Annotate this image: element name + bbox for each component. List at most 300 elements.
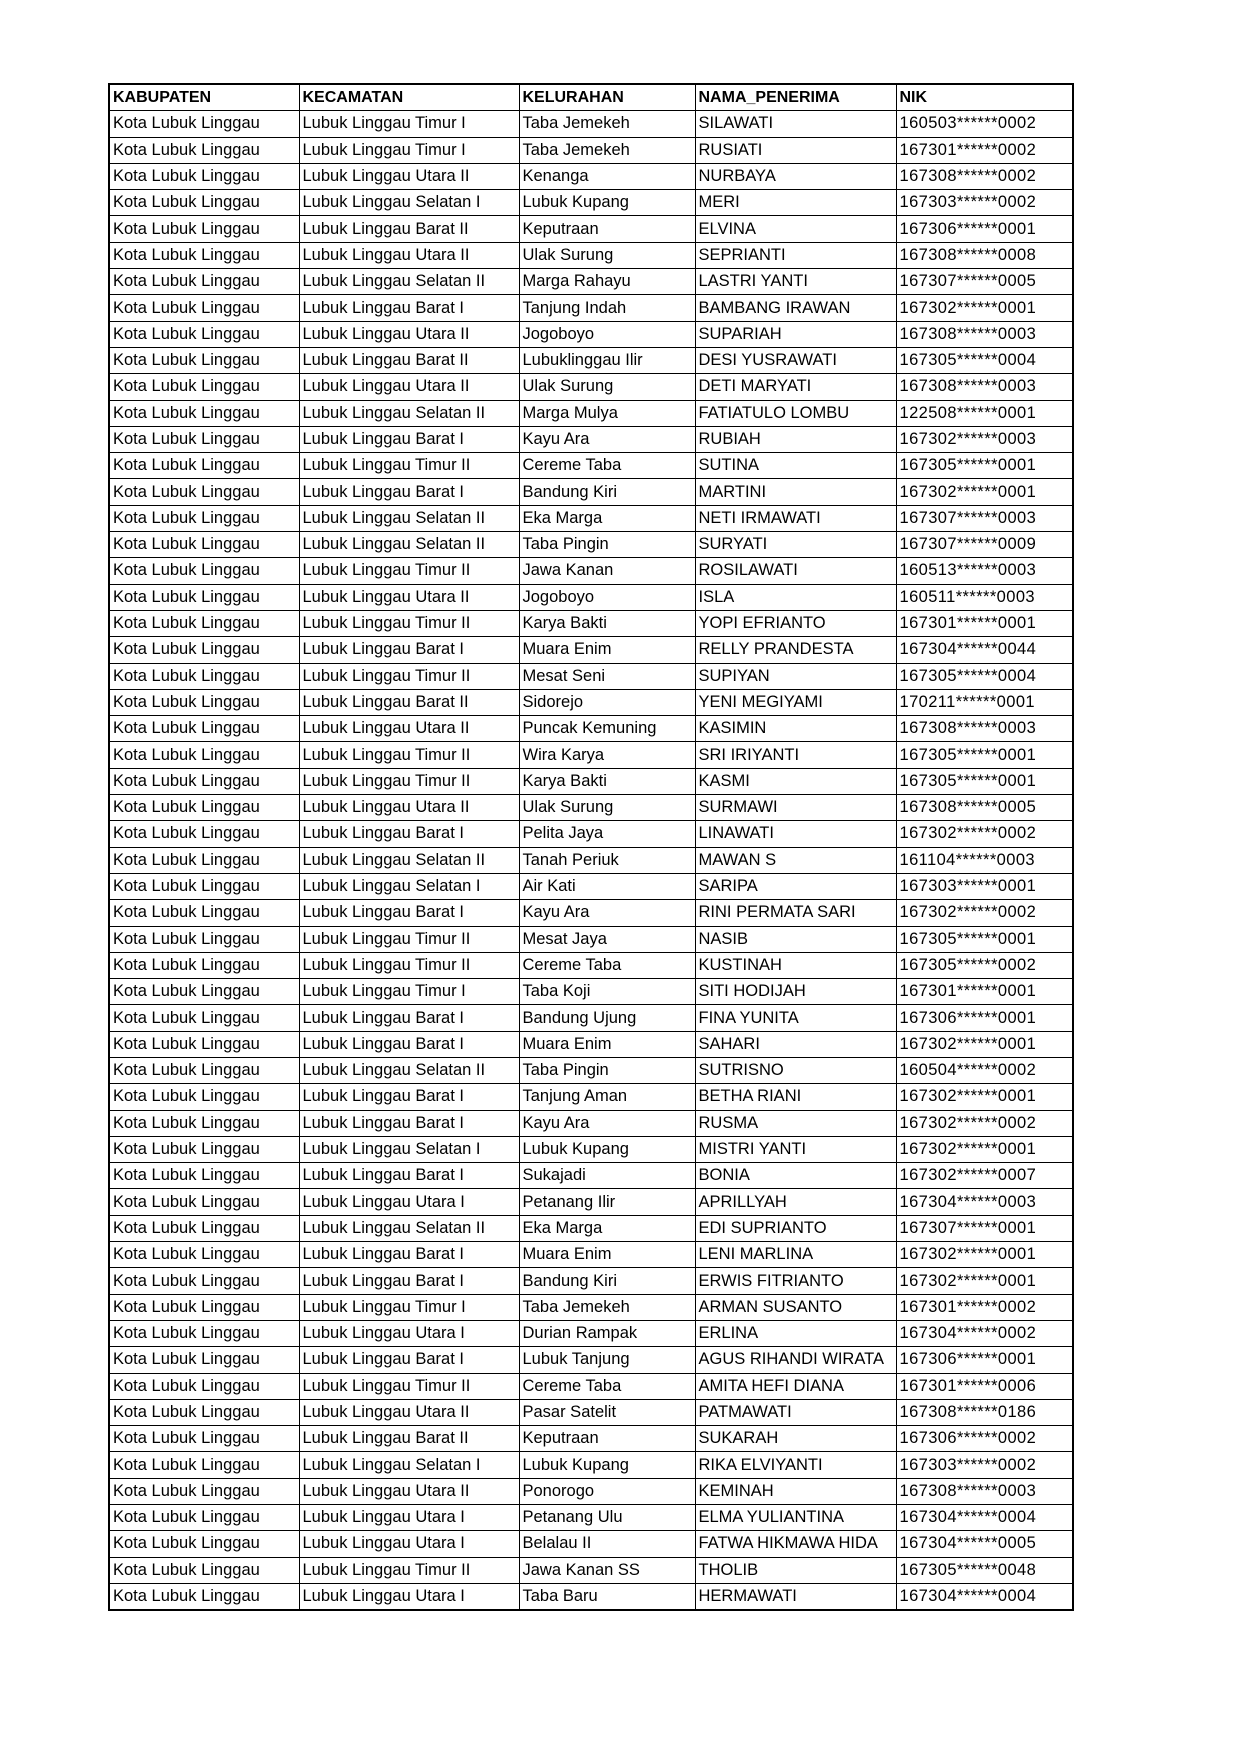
nama-penerima-cell: SURMAWI <box>695 795 896 821</box>
kecamatan-cell: Lubuk Linggau Utara I <box>299 1583 519 1610</box>
kecamatan-cell: Lubuk Linggau Barat I <box>299 1268 519 1294</box>
table-row <box>109 1347 1073 1373</box>
kabupaten-cell: Kota Lubuk Linggau <box>109 163 299 189</box>
kecamatan-cell: Lubuk Linggau Barat I <box>299 479 519 505</box>
kabupaten-cell: Kota Lubuk Linggau <box>109 426 299 452</box>
kelurahan-cell: Mesat Seni <box>519 663 695 689</box>
nik-cell: 167305******0004 <box>896 347 1073 373</box>
nik-cell: 167304******0004 <box>896 1583 1073 1610</box>
kabupaten-cell: Kota Lubuk Linggau <box>109 479 299 505</box>
nik-cell: 167305******0048 <box>896 1557 1073 1583</box>
table-row <box>109 1478 1073 1504</box>
kelurahan-cell: Bandung Ujung <box>519 1005 695 1031</box>
nik-cell: 122508******0001 <box>896 400 1073 426</box>
table-row <box>109 584 1073 610</box>
table-row <box>109 610 1073 636</box>
table-row <box>109 952 1073 978</box>
kelurahan-cell: Cereme Taba <box>519 1373 695 1399</box>
kabupaten-cell: Kota Lubuk Linggau <box>109 374 299 400</box>
kelurahan-cell: Ponorogo <box>519 1478 695 1504</box>
nik-cell: 167301******0001 <box>896 979 1073 1005</box>
kabupaten-cell: Kota Lubuk Linggau <box>109 873 299 899</box>
nama-penerima-cell: MISTRI YANTI <box>695 1136 896 1162</box>
kelurahan-cell: Lubuk Kupang <box>519 190 695 216</box>
nama-penerima-cell: ELMA YULIANTINA <box>695 1505 896 1531</box>
kecamatan-cell: Lubuk Linggau Selatan II <box>299 505 519 531</box>
kecamatan-cell: Lubuk Linggau Timur I <box>299 111 519 137</box>
header-row <box>109 84 1073 111</box>
kecamatan-cell: Lubuk Linggau Barat II <box>299 347 519 373</box>
table-row <box>109 979 1073 1005</box>
kabupaten-cell: Kota Lubuk Linggau <box>109 295 299 321</box>
kabupaten-cell: Kota Lubuk Linggau <box>109 1294 299 1320</box>
kabupaten-cell: Kota Lubuk Linggau <box>109 453 299 479</box>
nama-penerima-cell: SRI IRIYANTI <box>695 742 896 768</box>
kelurahan-cell: Ulak Surung <box>519 374 695 400</box>
kecamatan-cell: Lubuk Linggau Selatan II <box>299 400 519 426</box>
kabupaten-cell: Kota Lubuk Linggau <box>109 1399 299 1425</box>
kabupaten-cell: Kota Lubuk Linggau <box>109 111 299 137</box>
nama-penerima-cell: SITI HODIJAH <box>695 979 896 1005</box>
kelurahan-cell: Ulak Surung <box>519 795 695 821</box>
nama-penerima-cell: SAHARI <box>695 1031 896 1057</box>
table-row <box>109 1163 1073 1189</box>
kecamatan-cell: Lubuk Linggau Utara II <box>299 584 519 610</box>
table-row <box>109 400 1073 426</box>
kabupaten-cell: Kota Lubuk Linggau <box>109 347 299 373</box>
kelurahan-cell: Cereme Taba <box>519 952 695 978</box>
nama-penerima-cell: PATMAWATI <box>695 1399 896 1425</box>
table-row <box>109 1531 1073 1557</box>
nama-penerima-cell: AMITA HEFI DIANA <box>695 1373 896 1399</box>
kabupaten-cell: Kota Lubuk Linggau <box>109 663 299 689</box>
kelurahan-cell: Kayu Ara <box>519 900 695 926</box>
kecamatan-cell: Lubuk Linggau Barat I <box>299 295 519 321</box>
kelurahan-cell: Tanjung Aman <box>519 1084 695 1110</box>
kecamatan-cell: Lubuk Linggau Barat I <box>299 1242 519 1268</box>
kecamatan-cell: Lubuk Linggau Barat I <box>299 1005 519 1031</box>
kabupaten-cell: Kota Lubuk Linggau <box>109 400 299 426</box>
kecamatan-cell: Lubuk Linggau Timur I <box>299 137 519 163</box>
nik-cell: 167306******0001 <box>896 216 1073 242</box>
nik-cell: 167302******0001 <box>896 479 1073 505</box>
table-row <box>109 1294 1073 1320</box>
kabupaten-cell: Kota Lubuk Linggau <box>109 1268 299 1294</box>
nik-cell: 167305******0001 <box>896 742 1073 768</box>
kabupaten-cell: Kota Lubuk Linggau <box>109 137 299 163</box>
kecamatan-cell: Lubuk Linggau Barat I <box>299 637 519 663</box>
kabupaten-cell: Kota Lubuk Linggau <box>109 1452 299 1478</box>
nama-penerima-cell: SUPARIAH <box>695 321 896 347</box>
kecamatan-cell: Lubuk Linggau Barat II <box>299 1426 519 1452</box>
table-row <box>109 137 1073 163</box>
kecamatan-cell: Lubuk Linggau Timur II <box>299 1557 519 1583</box>
table-row <box>109 163 1073 189</box>
nik-cell: 167306******0001 <box>896 1347 1073 1373</box>
table-row <box>109 532 1073 558</box>
kabupaten-cell: Kota Lubuk Linggau <box>109 242 299 268</box>
table-row <box>109 768 1073 794</box>
kabupaten-cell: Kota Lubuk Linggau <box>109 1320 299 1346</box>
kecamatan-cell: Lubuk Linggau Timur I <box>299 979 519 1005</box>
kelurahan-cell: Eka Marga <box>519 1215 695 1241</box>
nik-cell: 167302******0002 <box>896 900 1073 926</box>
table-row <box>109 426 1073 452</box>
kabupaten-cell: Kota Lubuk Linggau <box>109 742 299 768</box>
nik-cell: 167304******0044 <box>896 637 1073 663</box>
table-row <box>109 926 1073 952</box>
kecamatan-cell: Lubuk Linggau Utara II <box>299 716 519 742</box>
kabupaten-cell: Kota Lubuk Linggau <box>109 216 299 242</box>
kabupaten-cell: Kota Lubuk Linggau <box>109 1005 299 1031</box>
kelurahan-cell: Bandung Kiri <box>519 1268 695 1294</box>
table-row <box>109 1399 1073 1425</box>
nik-cell: 167308******0003 <box>896 374 1073 400</box>
nama-penerima-cell: AGUS RIHANDI WIRATA <box>695 1347 896 1373</box>
kelurahan-cell: Ulak Surung <box>519 242 695 268</box>
kelurahan-cell: Cereme Taba <box>519 453 695 479</box>
kabupaten-cell: Kota Lubuk Linggau <box>109 610 299 636</box>
nama-penerima-cell: THOLIB <box>695 1557 896 1583</box>
nama-penerima-cell: RUSIATI <box>695 137 896 163</box>
recipient-table <box>108 83 1074 1611</box>
kelurahan-cell: Tanjung Indah <box>519 295 695 321</box>
nama-penerima-cell: LENI MARLINA <box>695 1242 896 1268</box>
nik-cell: 167303******0002 <box>896 190 1073 216</box>
nama-penerima-cell: RUSMA <box>695 1110 896 1136</box>
nama-penerima-cell: BAMBANG IRAWAN <box>695 295 896 321</box>
kelurahan-cell: Lubuk Kupang <box>519 1136 695 1162</box>
kabupaten-cell: Kota Lubuk Linggau <box>109 821 299 847</box>
nik-cell: 167305******0004 <box>896 663 1073 689</box>
nik-cell: 160511******0003 <box>896 584 1073 610</box>
kabupaten-cell: Kota Lubuk Linggau <box>109 190 299 216</box>
nama-penerima-cell: FINA YUNITA <box>695 1005 896 1031</box>
kelurahan-cell: Petanang Ulu <box>519 1505 695 1531</box>
table-row <box>109 1057 1073 1083</box>
kelurahan-cell: Lubuk Kupang <box>519 1452 695 1478</box>
header-kabupaten: KABUPATEN <box>109 84 299 111</box>
kelurahan-cell: Marga Mulya <box>519 400 695 426</box>
kelurahan-cell: Sidorejo <box>519 689 695 715</box>
nik-cell: 167308******0005 <box>896 795 1073 821</box>
kabupaten-cell: Kota Lubuk Linggau <box>109 1163 299 1189</box>
table-row <box>109 637 1073 663</box>
kabupaten-cell: Kota Lubuk Linggau <box>109 689 299 715</box>
nama-penerima-cell: SILAWATI <box>695 111 896 137</box>
table-row <box>109 663 1073 689</box>
kabupaten-cell: Kota Lubuk Linggau <box>109 1557 299 1583</box>
nama-penerima-cell: HERMAWATI <box>695 1583 896 1610</box>
table-row <box>109 216 1073 242</box>
nama-penerima-cell: SUTINA <box>695 453 896 479</box>
kecamatan-cell: Lubuk Linggau Barat I <box>299 821 519 847</box>
nama-penerima-cell: SARIPA <box>695 873 896 899</box>
kelurahan-cell: Jogoboyo <box>519 584 695 610</box>
nik-cell: 167302******0007 <box>896 1163 1073 1189</box>
nik-cell: 167306******0001 <box>896 1005 1073 1031</box>
nama-penerima-cell: YENI MEGIYAMI <box>695 689 896 715</box>
kabupaten-cell: Kota Lubuk Linggau <box>109 1531 299 1557</box>
kecamatan-cell: Lubuk Linggau Barat I <box>299 1347 519 1373</box>
nik-cell: 170211******0001 <box>896 689 1073 715</box>
table-row <box>109 269 1073 295</box>
kecamatan-cell: Lubuk Linggau Selatan I <box>299 873 519 899</box>
table-row <box>109 111 1073 137</box>
kelurahan-cell: Taba Pingin <box>519 1057 695 1083</box>
table-body <box>109 111 1073 1610</box>
kelurahan-cell: Taba Baru <box>519 1583 695 1610</box>
kelurahan-cell: Taba Jemekeh <box>519 137 695 163</box>
table-row <box>109 1426 1073 1452</box>
nik-cell: 167308******0008 <box>896 242 1073 268</box>
nik-cell: 167301******0001 <box>896 610 1073 636</box>
nama-penerima-cell: MAWAN S <box>695 847 896 873</box>
kelurahan-cell: Eka Marga <box>519 505 695 531</box>
table-row <box>109 347 1073 373</box>
nik-cell: 167303******0002 <box>896 1452 1073 1478</box>
nama-penerima-cell: KEMINAH <box>695 1478 896 1504</box>
nik-cell: 167307******0001 <box>896 1215 1073 1241</box>
kabupaten-cell: Kota Lubuk Linggau <box>109 1347 299 1373</box>
nama-penerima-cell: ERLINA <box>695 1320 896 1346</box>
kabupaten-cell: Kota Lubuk Linggau <box>109 1478 299 1504</box>
kelurahan-cell: Karya Bakti <box>519 768 695 794</box>
nik-cell: 167302******0001 <box>896 295 1073 321</box>
kabupaten-cell: Kota Lubuk Linggau <box>109 1215 299 1241</box>
nik-cell: 167305******0001 <box>896 768 1073 794</box>
header-kelurahan: KELURAHAN <box>519 84 695 111</box>
table-row <box>109 1136 1073 1162</box>
nama-penerima-cell: ELVINA <box>695 216 896 242</box>
kecamatan-cell: Lubuk Linggau Selatan II <box>299 269 519 295</box>
kelurahan-cell: Pasar Satelit <box>519 1399 695 1425</box>
kelurahan-cell: Lubuklinggau Ilir <box>519 347 695 373</box>
nama-penerima-cell: YOPI EFRIANTO <box>695 610 896 636</box>
kelurahan-cell: Bandung Kiri <box>519 479 695 505</box>
header-kecamatan: KECAMATAN <box>299 84 519 111</box>
table-row <box>109 1189 1073 1215</box>
nik-cell: 167308******0002 <box>896 163 1073 189</box>
kabupaten-cell: Kota Lubuk Linggau <box>109 979 299 1005</box>
kelurahan-cell: Taba Koji <box>519 979 695 1005</box>
table-row <box>109 821 1073 847</box>
table-row <box>109 847 1073 873</box>
table-row <box>109 1084 1073 1110</box>
nik-cell: 167308******0003 <box>896 1478 1073 1504</box>
kabupaten-cell: Kota Lubuk Linggau <box>109 795 299 821</box>
kecamatan-cell: Lubuk Linggau Barat I <box>299 1031 519 1057</box>
table-row <box>109 1320 1073 1346</box>
kabupaten-cell: Kota Lubuk Linggau <box>109 1136 299 1162</box>
table-row <box>109 1583 1073 1610</box>
kecamatan-cell: Lubuk Linggau Utara I <box>299 1320 519 1346</box>
kabupaten-cell: Kota Lubuk Linggau <box>109 1031 299 1057</box>
kecamatan-cell: Lubuk Linggau Timur II <box>299 926 519 952</box>
kecamatan-cell: Lubuk Linggau Utara II <box>299 374 519 400</box>
kelurahan-cell: Wira Karya <box>519 742 695 768</box>
kelurahan-cell: Mesat Jaya <box>519 926 695 952</box>
table-row <box>109 1557 1073 1583</box>
header-nama-penerima: NAMA_PENERIMA <box>695 84 896 111</box>
kelurahan-cell: Muara Enim <box>519 637 695 663</box>
kelurahan-cell: Tanah Periuk <box>519 847 695 873</box>
kelurahan-cell: Muara Enim <box>519 1031 695 1057</box>
kabupaten-cell: Kota Lubuk Linggau <box>109 505 299 531</box>
nama-penerima-cell: ARMAN SUSANTO <box>695 1294 896 1320</box>
nama-penerima-cell: KASMI <box>695 768 896 794</box>
kabupaten-cell: Kota Lubuk Linggau <box>109 1057 299 1083</box>
kabupaten-cell: Kota Lubuk Linggau <box>109 269 299 295</box>
nama-penerima-cell: ISLA <box>695 584 896 610</box>
kecamatan-cell: Lubuk Linggau Utara II <box>299 163 519 189</box>
nama-penerima-cell: RIKA ELVIYANTI <box>695 1452 896 1478</box>
kecamatan-cell: Lubuk Linggau Utara II <box>299 1399 519 1425</box>
kabupaten-cell: Kota Lubuk Linggau <box>109 768 299 794</box>
table-row <box>109 873 1073 899</box>
table-row <box>109 1031 1073 1057</box>
kabupaten-cell: Kota Lubuk Linggau <box>109 1426 299 1452</box>
kelurahan-cell: Belalau II <box>519 1531 695 1557</box>
nik-cell: 167308******0003 <box>896 321 1073 347</box>
nik-cell: 167302******0001 <box>896 1136 1073 1162</box>
kecamatan-cell: Lubuk Linggau Timur I <box>299 1294 519 1320</box>
kelurahan-cell: Keputraan <box>519 1426 695 1452</box>
kecamatan-cell: Lubuk Linggau Timur II <box>299 742 519 768</box>
kecamatan-cell: Lubuk Linggau Timur II <box>299 768 519 794</box>
kelurahan-cell: Jogoboyo <box>519 321 695 347</box>
nik-cell: 160513******0003 <box>896 558 1073 584</box>
kecamatan-cell: Lubuk Linggau Barat I <box>299 900 519 926</box>
nama-penerima-cell: SUKARAH <box>695 1426 896 1452</box>
nik-cell: 167304******0005 <box>896 1531 1073 1557</box>
table-row <box>109 1215 1073 1241</box>
kecamatan-cell: Lubuk Linggau Barat I <box>299 426 519 452</box>
nama-penerima-cell: ROSILAWATI <box>695 558 896 584</box>
nama-penerima-cell: RUBIAH <box>695 426 896 452</box>
table-row <box>109 242 1073 268</box>
nama-penerima-cell: EDI SUPRIANTO <box>695 1215 896 1241</box>
kelurahan-cell: Taba Pingin <box>519 532 695 558</box>
table-row <box>109 1005 1073 1031</box>
table-row <box>109 716 1073 742</box>
kabupaten-cell: Kota Lubuk Linggau <box>109 584 299 610</box>
header-nik: NIK <box>896 84 1073 111</box>
nama-penerima-cell: NETI IRMAWATI <box>695 505 896 531</box>
nama-penerima-cell: MERI <box>695 190 896 216</box>
kabupaten-cell: Kota Lubuk Linggau <box>109 1084 299 1110</box>
kecamatan-cell: Lubuk Linggau Utara II <box>299 242 519 268</box>
kecamatan-cell: Lubuk Linggau Barat I <box>299 1110 519 1136</box>
kabupaten-cell: Kota Lubuk Linggau <box>109 637 299 663</box>
kecamatan-cell: Lubuk Linggau Selatan I <box>299 1452 519 1478</box>
nik-cell: 167305******0001 <box>896 453 1073 479</box>
table-row <box>109 321 1073 347</box>
nama-penerima-cell: ERWIS FITRIANTO <box>695 1268 896 1294</box>
kelurahan-cell: Taba Jemekeh <box>519 1294 695 1320</box>
kecamatan-cell: Lubuk Linggau Utara II <box>299 1478 519 1504</box>
table-row <box>109 453 1073 479</box>
nama-penerima-cell: SURYATI <box>695 532 896 558</box>
table-row <box>109 374 1073 400</box>
kabupaten-cell: Kota Lubuk Linggau <box>109 952 299 978</box>
kecamatan-cell: Lubuk Linggau Selatan II <box>299 532 519 558</box>
nik-cell: 167307******0009 <box>896 532 1073 558</box>
table-row <box>109 1242 1073 1268</box>
kecamatan-cell: Lubuk Linggau Utara I <box>299 1505 519 1531</box>
kelurahan-cell: Puncak Kemuning <box>519 716 695 742</box>
kelurahan-cell: Air Kati <box>519 873 695 899</box>
kelurahan-cell: Lubuk Tanjung <box>519 1347 695 1373</box>
kelurahan-cell: Jawa Kanan <box>519 558 695 584</box>
table-row <box>109 479 1073 505</box>
table-row <box>109 295 1073 321</box>
nik-cell: 167301******0002 <box>896 1294 1073 1320</box>
kelurahan-cell: Jawa Kanan SS <box>519 1557 695 1583</box>
kabupaten-cell: Kota Lubuk Linggau <box>109 1242 299 1268</box>
nama-penerima-cell: LINAWATI <box>695 821 896 847</box>
kelurahan-cell: Sukajadi <box>519 1163 695 1189</box>
table-row <box>109 1268 1073 1294</box>
kabupaten-cell: Kota Lubuk Linggau <box>109 1583 299 1610</box>
table-row <box>109 1110 1073 1136</box>
kelurahan-cell: Karya Bakti <box>519 610 695 636</box>
kabupaten-cell: Kota Lubuk Linggau <box>109 321 299 347</box>
nik-cell: 167303******0001 <box>896 873 1073 899</box>
nama-penerima-cell: BETHA RIANI <box>695 1084 896 1110</box>
nik-cell: 167301******0006 <box>896 1373 1073 1399</box>
kecamatan-cell: Lubuk Linggau Selatan II <box>299 1057 519 1083</box>
nik-cell: 167302******0002 <box>896 821 1073 847</box>
kelurahan-cell: Pelita Jaya <box>519 821 695 847</box>
nik-cell: 167305******0001 <box>896 926 1073 952</box>
kelurahan-cell: Marga Rahayu <box>519 269 695 295</box>
kecamatan-cell: Lubuk Linggau Timur II <box>299 453 519 479</box>
table-row <box>109 900 1073 926</box>
nik-cell: 167305******0002 <box>896 952 1073 978</box>
kecamatan-cell: Lubuk Linggau Selatan II <box>299 1215 519 1241</box>
kabupaten-cell: Kota Lubuk Linggau <box>109 558 299 584</box>
nik-cell: 167302******0003 <box>896 426 1073 452</box>
nik-cell: 167302******0001 <box>896 1242 1073 1268</box>
nik-cell: 167307******0005 <box>896 269 1073 295</box>
nama-penerima-cell: KASIMIN <box>695 716 896 742</box>
nama-penerima-cell: NASIB <box>695 926 896 952</box>
table-row <box>109 795 1073 821</box>
table-row <box>109 1452 1073 1478</box>
nama-penerima-cell: FATWA HIKMAWA HIDA <box>695 1531 896 1557</box>
kecamatan-cell: Lubuk Linggau Timur II <box>299 610 519 636</box>
kelurahan-cell: Kenanga <box>519 163 695 189</box>
nik-cell: 167302******0001 <box>896 1031 1073 1057</box>
nama-penerima-cell: KUSTINAH <box>695 952 896 978</box>
nik-cell: 167302******0002 <box>896 1110 1073 1136</box>
nik-cell: 167302******0001 <box>896 1084 1073 1110</box>
nik-cell: 167302******0001 <box>896 1268 1073 1294</box>
kelurahan-cell: Taba Jemekeh <box>519 111 695 137</box>
kecamatan-cell: Lubuk Linggau Timur II <box>299 1373 519 1399</box>
table-row <box>109 1505 1073 1531</box>
kabupaten-cell: Kota Lubuk Linggau <box>109 532 299 558</box>
nik-cell: 167304******0003 <box>896 1189 1073 1215</box>
nama-penerima-cell: RINI PERMATA SARI <box>695 900 896 926</box>
kecamatan-cell: Lubuk Linggau Selatan I <box>299 1136 519 1162</box>
nama-penerima-cell: LASTRI YANTI <box>695 269 896 295</box>
kabupaten-cell: Kota Lubuk Linggau <box>109 1110 299 1136</box>
kelurahan-cell: Durian Rampak <box>519 1320 695 1346</box>
nama-penerima-cell: MARTINI <box>695 479 896 505</box>
nik-cell: 167306******0002 <box>896 1426 1073 1452</box>
